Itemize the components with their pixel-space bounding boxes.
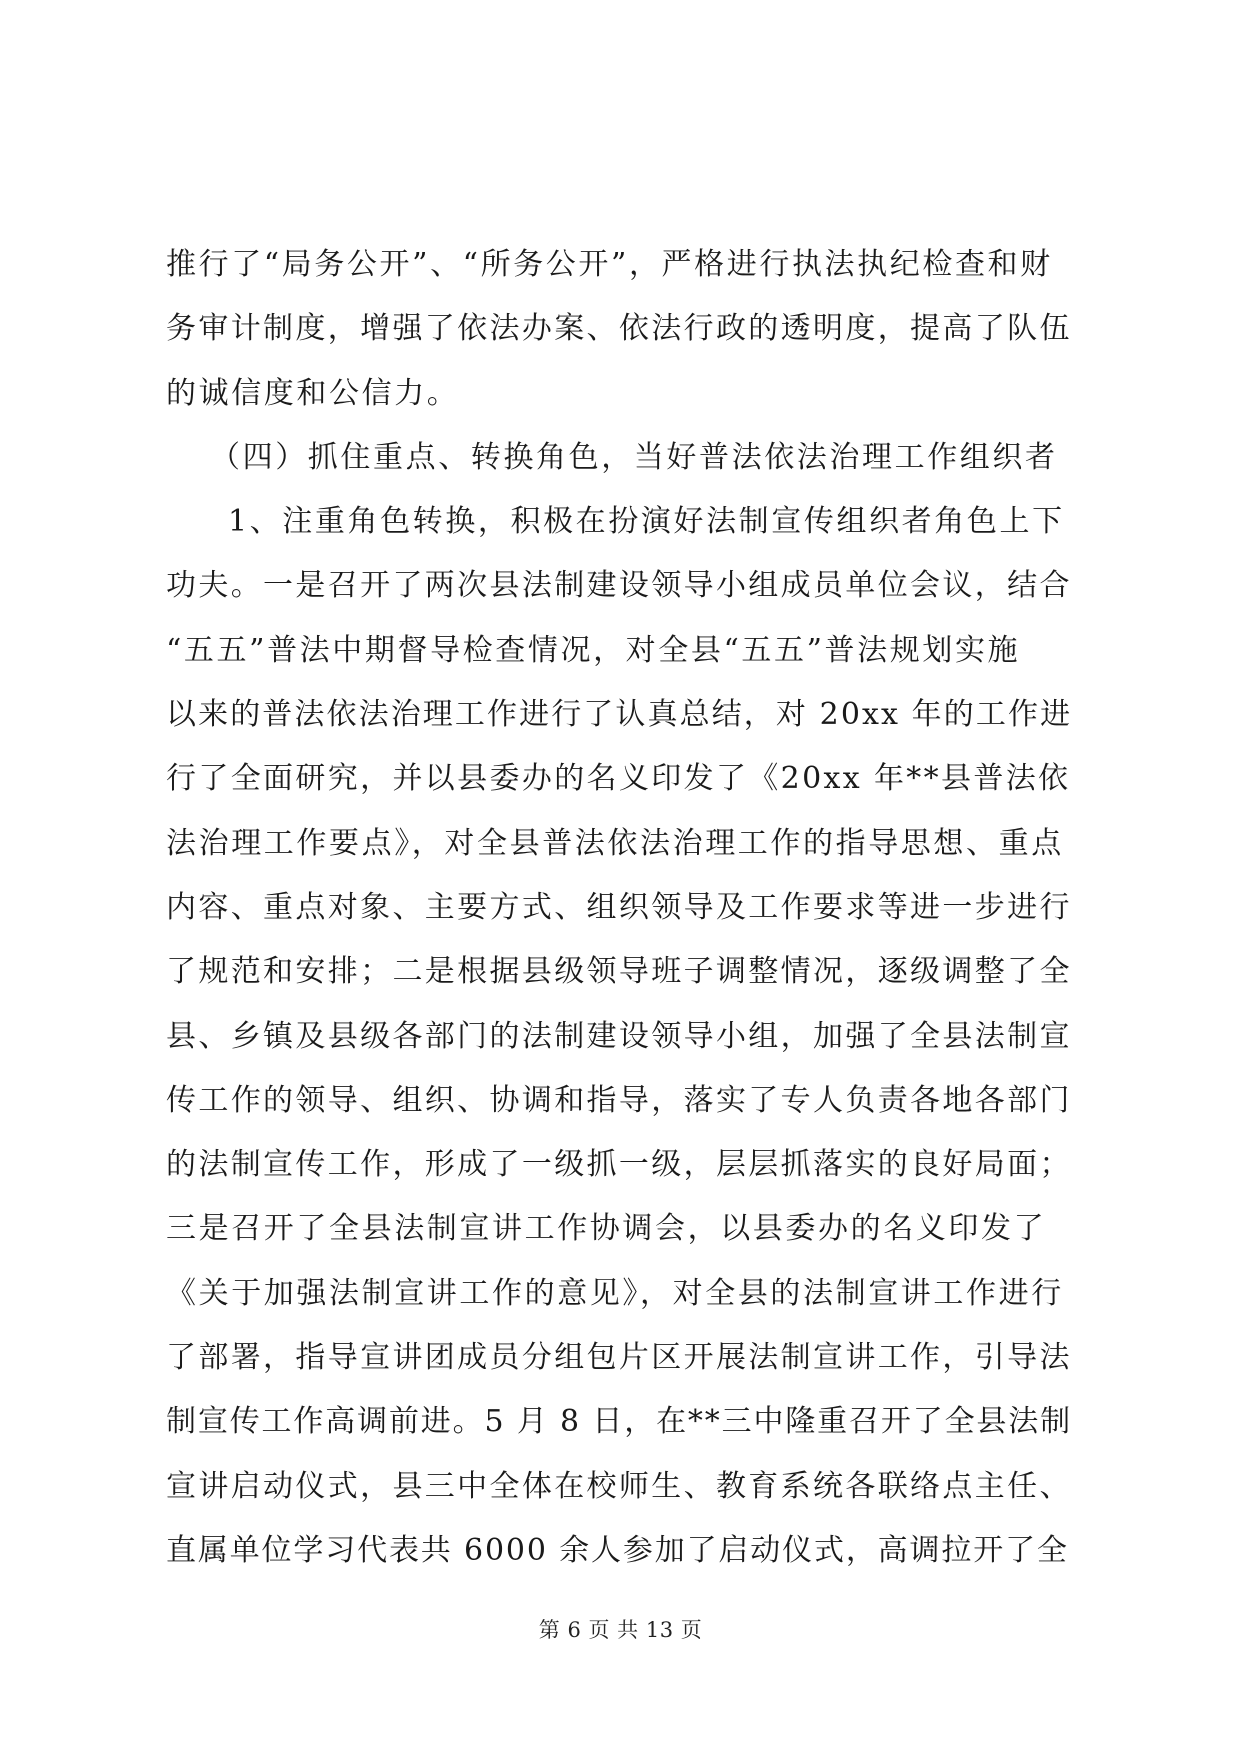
page-number-label: 第 6 页 共 13 页 (538, 1618, 703, 1642)
text-line: 内容、重点对象、主要方式、组织领导及工作要求等进一步进行 (166, 889, 1072, 925)
text-line: 直属单位学习代表共 6000 余人参加了启动仪式，高调拉开了全 (166, 1532, 1069, 1568)
text-line: 以来的普法依法治理工作进行了认真总结，对 20xx 年的工作进 (166, 697, 1073, 733)
text-line: 传工作的领导、组织、协调和指导，落实了专人负责各地各部门 (166, 1082, 1072, 1118)
text-line: 务审计制度，增强了依法办案、依法行政的透明度，提高了队伍 (166, 311, 1072, 347)
text-line: 1、注重角色转换，积极在扮演好法制宣传组织者角色上下 (228, 504, 1065, 540)
text-line: 的诚信度和公信力。 (166, 375, 460, 411)
text-line: 三是召开了全县法制宣讲工作协调会，以县委办的名义印发了 (166, 1211, 1047, 1247)
text-line: 行了全面研究，并以县委办的名义印发了《20xx 年**县普法依 (166, 761, 1071, 797)
text-line: “五五”普法中期督导检查情况，对全县“五五”普法规划实施 (166, 632, 1021, 668)
text-line: 功夫。一是召开了两次县法制建设领导小组成员单位会议，结合 (166, 568, 1072, 604)
text-line: 推行了“局务公开”、“所务公开”，严格进行执法执纪检查和财 (166, 247, 1053, 282)
document-body (166, 233, 1076, 1583)
text-line: 县、乡镇及县级各部门的法制建设领导小组，加强了全县法制宣 (166, 1018, 1072, 1054)
text-line: 了部署，指导宣讲团成员分组包片区开展法制宣讲工作，引导法 (166, 1340, 1072, 1376)
text-line: 了规范和安排；二是根据县级领导班子调整情况，逐级调整了全 (166, 954, 1072, 990)
text-line: 法治理工作要点》，对全县普法依法治理工作的指导思想、重点 (166, 825, 1064, 861)
text-line: 的法制宣传工作，形成了一级抓一级，层层抓落实的良好局面； (166, 1147, 1072, 1183)
page-number-footer (0, 1614, 1241, 1644)
text-line: 《关于加强法制宣讲工作的意见》，对全县的法制宣讲工作进行 (166, 1275, 1064, 1311)
text-line: 宣讲启动仪式，县三中全体在校师生、教育系统各联络点主任、 (166, 1468, 1072, 1504)
text-line: 制宣传工作高调前进。5 月 8 日，在**三中隆重召开了全县法制 (166, 1404, 1072, 1440)
section-heading: （四）抓住重点、转换角色，当好普法依法治理工作组织者 (210, 439, 1058, 475)
